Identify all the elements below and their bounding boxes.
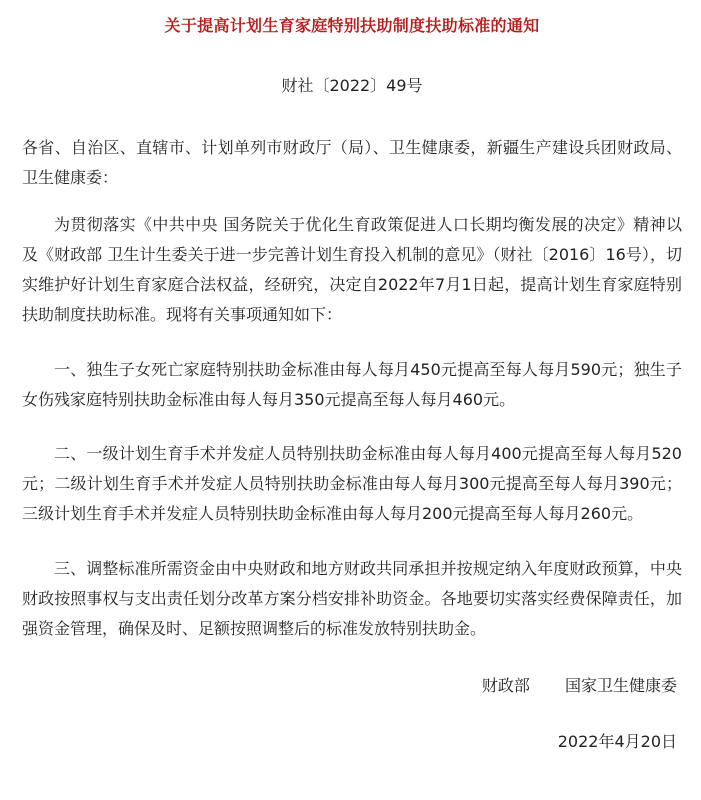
- paragraph-item-2: 二、一级计划生育手术并发症人员特别扶助金标准由每人每月400元提高至每人每月520元；二级计划生育手术并发症人员特别扶助金标准由每人每月300元提高至每人每月390元；三级计划生育手术并发症人员特别扶助金标准由每人每月200元提高至每人每月260元。: [22, 444, 682, 523]
- issuer-ministry-of-finance: 财政部: [481, 676, 530, 695]
- document-number: 财社〔2022〕49号: [281, 76, 423, 95]
- issuer-health-commission: 国家卫生健康委: [564, 676, 677, 695]
- paragraph-intro: 为贯彻落实《中共中央 国务院关于优化生育政策促进人口长期均衡发展的决定》精神以及《财政部 卫生计生委关于进一步完善计划生育投入机制的意见》（财社〔2016〕16号），切实维护好计划生育家庭合法权益，经研究，决定自2022年7月1日起，提高计划生育家庭特别扶助制度扶助标准。现将有关事项通知如下：: [22, 215, 682, 324]
- paragraph-item-1: 一、独生子女死亡家庭特别扶助金标准由每人每月450元提高至每人每月590元；独生子女伤残家庭特别扶助金标准由每人每月350元提高至每人每月460元。: [22, 360, 682, 409]
- paragraph-item-3: 三、调整标准所需资金由中央财政和地方财政共同承担并按规定纳入年度财政预算，中央财政按照事权与支出责任划分改革方案分档安排补助资金。各地要切实落实经费保障责任，加强资金管理，确保及时、足额按照调整后的标准发放特别扶助金。: [22, 559, 682, 638]
- document-title: 关于提高计划生育家庭特别扶助制度扶助标准的通知: [164, 16, 540, 35]
- issue-date: 2022年4月20日: [557, 732, 677, 751]
- addressee: 各省、自治区、直辖市、计划单列市财政厅（局）、卫生健康委，新疆生产建设兵团财政局、卫生健康委：: [22, 138, 682, 187]
- issuer-signature: [22, 671, 682, 701]
